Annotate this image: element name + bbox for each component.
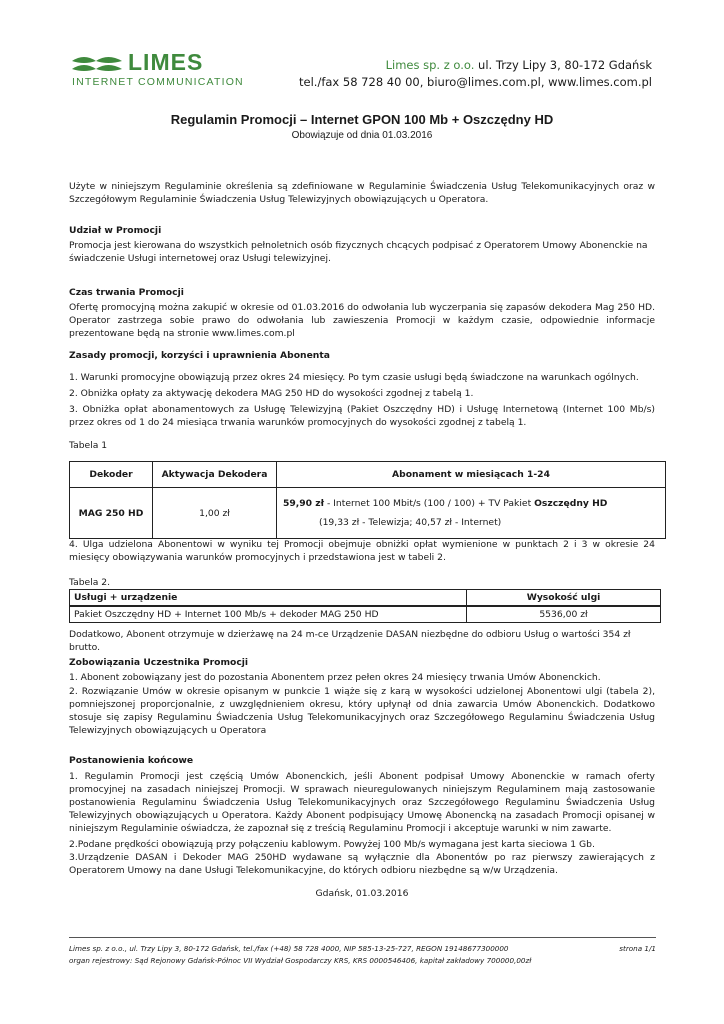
zobowiazania-heading: Zobowiązania Uczestnika Promocji (69, 657, 249, 668)
udzial-heading: Udział w Promocji (69, 225, 162, 236)
company-header (299, 57, 652, 91)
table2-label: Tabela 2. (69, 577, 111, 588)
table1-data-row (70, 488, 666, 539)
document-subtitle: Obowiązuje od dnia 01.03.2016 (291, 130, 433, 141)
table1-subscription-cell (277, 488, 666, 539)
postanowienia-point-1: 1. Regulamin Promocji jest częścią Umów Abonenckich, jeśli Abonent podpisał Umowy Abonenckie w ramach oferty promocyjnej na zasadach niniejszej Promocji. W sprawach nieuregulowanych niniejszym Regulaminem mają zastosowanie postanowienia Regulaminu Świadczenia Usług Telekomunikacyjnych oraz Szczegółowego Regulaminu Świadczenia Usług Telewizyjnych obowiązujących u Operatora. Każdy Abonent podpisujący Umowę Abonencką na zasadach Promocji opisanej w niniejszym Regulaminie oświadcza, że zapoznał się z treścią Regulaminu Promocji i akceptuje warunki w nim zawarte. (69, 771, 655, 834)
zasady-heading: Zasady promocji, korzyści i uprawnienia Abonenta (69, 350, 330, 361)
table2-header-amount: Wysokość ulgi (467, 590, 661, 607)
zobowiazania-point-1: 1. Abonent zobowiązany jest do pozostania Abonentem przez pełen okres 24 miesięcy trwania Umów Abonenckich. (69, 672, 601, 683)
table1-price-breakdown: (19,33 zł - Telewizja; 40,57 zł - Internet) (319, 517, 502, 528)
table1-price: 59,90 zł (283, 498, 325, 509)
udzial-text: Promocja jest kierowana do wszystkich pełnoletnich osób fizycznych chcących podpisać z Operatorem Umowy Abonenckie na świadczenie Usługi internetowej oraz Usługi telewizyjnej. (69, 240, 648, 264)
company-address-line (299, 57, 652, 74)
table2-service: Pakiet Oszczędny HD + Internet 100 Mb/s + dekoder MAG 250 HD (70, 606, 467, 623)
czas-heading: Czas trwania Promocji (69, 287, 184, 298)
zasady-point-4: 4. Ulga udzielona Abonentowi w wyniku tej Promocji obejmuje obniżki opłat wymienione w punktach 2 i 3 w okresie 24 miesięcy obowiązywania warunków promocyjnych i przedstawiona jest w tabeli 2. (69, 539, 655, 563)
footer (69, 943, 656, 967)
table2-header-row (70, 590, 661, 607)
footer-line-2: organ rejestrowy: Sąd Rejonowy Gdańsk-Północ VII Wydział Gospodarczy KRS, KRS 0000546406, kapitał zakładowy 700000,00zł (69, 956, 532, 965)
zasady-point-1: 1. Warunki promocyjne obowiązują przez okres 24 miesięcy. Po tym czasie usługi będą świadczone na warunkach ogólnych. (69, 372, 639, 383)
postanowienia-point-2: 2.Podane prędkości obowiązują przy połączeniu kablowym. Powyżej 100 Mb/s wymagana jest karta sieciowa 1 Gb. (69, 839, 595, 850)
table1-header-decoder: Dekoder (70, 462, 153, 488)
table1-price-description: - Internet 100 Mbit/s (100 / 100) + TV Pakiet (324, 498, 535, 509)
czas-text: Ofertę promocyjną można zakupić w okresie od 01.03.2016 do odwołania lub wyczerpania się zapasów dekodera Mag 250 HD. Operator zastrzega sobie prawo do odwołania lub zawieszenia Promocji w każdym czasie, odpowiednie informacje prezentowane będą na stronie www.limes.com.pl (69, 302, 655, 339)
postanowienia-point-3: 3.Urządzenie DASAN i Dekoder MAG 250HD wydawane są wyłącznie dla Abonentów po raz pierwszy zawierających z Operatorem Umowy na dane Usługi Telekomunikacyjne, do których odbioru niezbędne są w/w Urządzenia. (69, 852, 655, 876)
company-contact: tel./fax 58 728 40 00, biuro@limes.com.pl, www.limes.com.pl (299, 75, 652, 89)
company-name: Limes sp. z o.o. (385, 58, 475, 72)
table1-activation: 1,00 zł (153, 488, 277, 539)
table-2 (69, 589, 661, 623)
footer-line-1: Limes sp. z o.o., ul. Trzy Lipy 3, 80-172 Gdańsk, tel./fax (+48) 58 728 4000, NIP 585-13-25-727, REGON 19148677300000 (69, 944, 509, 953)
logo-word: LIMES (128, 49, 204, 75)
logo-subtitle: INTERNET COMMUNICATION (72, 76, 244, 88)
logo-stripes-icon (70, 54, 126, 78)
table1-price-line (283, 498, 665, 509)
table2-amount: 5536,00 zł (467, 606, 661, 623)
zobowiazania-point-2: 2. Rozwiązanie Umów w okresie opisanym w punkcie 1 wiąże się z karą w wysokości udzielonej Abonentowi ulgi (tabela 2), pomniejszonej proporcjonalnie, z uwzględnieniem okresu, który upłynął od dnia zawarcia Umów Abonenckich. Dodatkowo stosuje się zapisy Regulaminu Świadczenia Usług Telekomunikacyjnych oraz Szczegółowego Regulaminu Świadczenia Usług Telewizyjnych obowiązujących u Operatora (69, 686, 655, 736)
table1-label: Tabela 1 (69, 440, 108, 451)
postanowienia-heading: Postanowienia końcowe (69, 755, 194, 766)
intro-paragraph: Użyte w niniejszym Regulaminie określenia są zdefiniowane w Regulaminie Świadczenia Usług Telekomunikacyjnych oraz w Szczegółowym Regulaminie Świadczenia Usług Telewizyjnych obowiązujących u Operatora. (69, 181, 655, 205)
limes-logo (70, 49, 244, 90)
table-1 (69, 461, 666, 539)
document-title: Regulamin Promocji – Internet GPON 100 Mb + Oszczędny HD (170, 112, 554, 127)
zasady-point-2: 2. Obniżka opłaty za aktywację dekodera MAG 250 HD do wysokości zgodnej z tabelą 1. (69, 388, 474, 399)
zasady-point-3: 3. Obniżka opłat abonamentowych za Usługę Telewizyjną (Pakiet Oszczędny HD) i Usługę Internetową (Internet 100 Mb/s) przez okres od 1 do 24 miesiąca trwania warunków promocyjnych do wysokości zgodnej z tabelą 1. (69, 404, 655, 428)
page-number: strona 1/1 (619, 944, 656, 953)
dodatkowo-paragraph: Dodatkowo, Abonent otrzymuje w dzierżawę na 24 m-ce Urządzenie DASAN niezbędne do odbioru Usług o wartości 354 zł brutto. (69, 629, 631, 653)
table1-header-row (70, 462, 666, 488)
table1-decoder: MAG 250 HD (70, 488, 153, 539)
place-date: Gdańsk, 01.03.2016 (315, 888, 409, 899)
table2-header-service: Usługi + urządzenie (70, 590, 467, 607)
footer-divider (69, 937, 656, 938)
company-address: ul. Trzy Lipy 3, 80-172 Gdańsk (474, 58, 652, 72)
table1-header-subscription: Abonament w miesiącach 1-24 (277, 462, 666, 488)
table1-package: Oszczędny HD (534, 498, 608, 509)
table1-header-activation: Aktywacja Dekodera (153, 462, 277, 488)
table2-data-row (70, 606, 661, 623)
